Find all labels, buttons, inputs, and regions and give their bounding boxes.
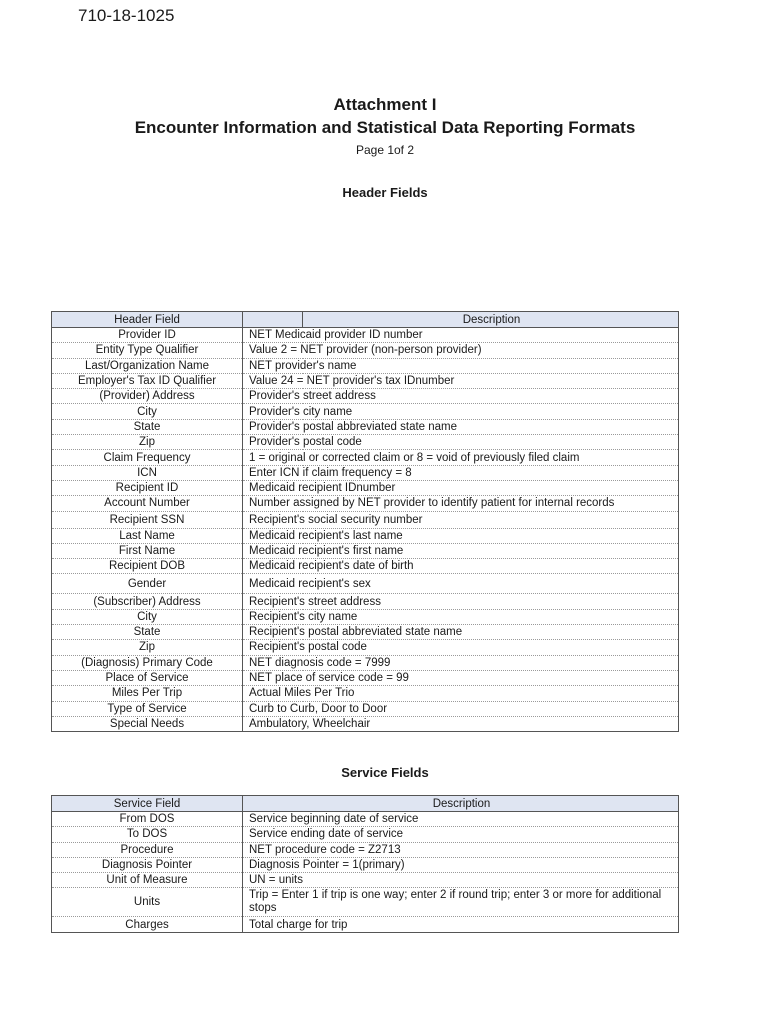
header-field-name: Miles Per Trip (52, 686, 243, 701)
header-field-description: NET Medicaid provider ID number (243, 328, 679, 343)
header-field-description: Number assigned by NET provider to identify patient for internal records (243, 496, 679, 511)
table-row (52, 511, 679, 528)
service-field-description: Service ending date of service (243, 827, 679, 842)
table-row (52, 450, 679, 465)
table-row (52, 480, 679, 495)
header-field-name: Special Needs (52, 716, 243, 731)
service-field-name: Diagnosis Pointer (52, 857, 243, 872)
header-field-description: Medicaid recipient's first name (243, 543, 679, 558)
table-row (52, 328, 679, 343)
table-row (52, 812, 679, 827)
header-field-name: Provider ID (52, 328, 243, 343)
header-field-description: 1 = original or corrected claim or 8 = void of previously filed claim (243, 450, 679, 465)
service-field-name: Units (52, 888, 243, 917)
header-field-description: NET provider's name (243, 358, 679, 373)
header-field-name: Employer's Tax ID Qualifier (52, 373, 243, 388)
attachment-title: Attachment I (333, 95, 437, 114)
header-field-name: Zip (52, 435, 243, 450)
header-field-description: Enter ICN if claim frequency = 8 (243, 465, 679, 480)
table-row (52, 404, 679, 419)
header-fields-table (51, 311, 679, 732)
header-field-name: City (52, 404, 243, 419)
header-field-description: Medicaid recipient IDnumber (243, 480, 679, 495)
table-row (52, 888, 679, 917)
service-field-name: Charges (52, 917, 243, 932)
table-row (52, 389, 679, 404)
header-field-description: Recipient's postal abbreviated state name (243, 625, 679, 640)
header-field-name: Recipient DOB (52, 559, 243, 574)
table-row (52, 343, 679, 358)
header-field-name: Recipient ID (52, 480, 243, 495)
table-row (52, 827, 679, 842)
table-row (52, 543, 679, 558)
service-field-name: To DOS (52, 827, 243, 842)
page-indicator: Page 1of 2 (355, 143, 415, 157)
service-field-description: Diagnosis Pointer = 1(primary) (243, 857, 679, 872)
table-row (52, 574, 679, 594)
table-row (52, 857, 679, 872)
service-field-description: NET procedure code = Z2713 (243, 842, 679, 857)
table-row (52, 528, 679, 543)
header-field-name: Recipient SSN (52, 511, 243, 528)
table-row (52, 842, 679, 857)
table-row (52, 655, 679, 670)
header-field-description: Medicaid recipient's sex (243, 574, 679, 594)
header-field-description: Recipient's street address (243, 594, 679, 609)
table-row (52, 686, 679, 701)
header-field-description: Provider's postal code (243, 435, 679, 450)
service-field-name: Unit of Measure (52, 873, 243, 888)
table-row (52, 716, 679, 731)
service-field-description: Service beginning date of service (243, 812, 679, 827)
table-row (52, 594, 679, 609)
header-fields-title: Header Fields (342, 185, 428, 200)
service-field-name: From DOS (52, 812, 243, 827)
document-number: 710-18-1025 (78, 6, 175, 25)
header-field-name: Claim Frequency (52, 450, 243, 465)
service-field-description: UN = units (243, 873, 679, 888)
table-row (52, 373, 679, 388)
header-field-description: Provider's city name (243, 404, 679, 419)
table-row (52, 465, 679, 480)
table-row (52, 435, 679, 450)
service-field-description: Trip = Enter 1 if trip is one way; enter 2 if round trip; enter 3 or more for additional stops (243, 888, 679, 917)
header-field-name: Type of Service (52, 701, 243, 716)
header-field-description: Curb to Curb, Door to Door (243, 701, 679, 716)
service-fields-table (51, 795, 679, 933)
header-field-name: Gender (52, 574, 243, 594)
table-row (52, 496, 679, 511)
header-field-description: Value 24 = NET provider's tax IDnumber (243, 373, 679, 388)
header-field-column-label: Header Field (52, 312, 243, 328)
service-field-description: Total charge for trip (249, 918, 348, 931)
header-field-name: City (52, 609, 243, 624)
header-field-name: Last/Organization Name (52, 358, 243, 373)
header-field-name: (Diagnosis) Primary Code (52, 655, 243, 670)
document-title: Encounter Information and Statistical Data Reporting Formats (134, 118, 636, 137)
table-row (52, 873, 679, 888)
table-row (52, 609, 679, 624)
header-field-description: Ambulatory, Wheelchair (249, 717, 371, 730)
header-field-name: State (52, 625, 243, 640)
header-field-description: Recipient's city name (243, 609, 679, 624)
header-table-head (52, 312, 679, 328)
header-field-description: Value 2 = NET provider (non-person provider) (243, 343, 679, 358)
header-field-name: Entity Type Qualifier (52, 343, 243, 358)
header-field-description: Provider's street address (243, 389, 679, 404)
header-field-description: Actual Miles Per Trio (243, 686, 679, 701)
header-field-description: NET place of service code = 99 (243, 670, 679, 685)
table-row (52, 670, 679, 685)
header-description-column-label: Description (303, 312, 679, 328)
table-row (52, 625, 679, 640)
header-field-description: Medicaid recipient's date of birth (243, 559, 679, 574)
header-field-name: State (52, 419, 243, 434)
table-row (52, 640, 679, 655)
service-description-column-label: Description (243, 796, 679, 812)
service-field-name: Procedure (52, 842, 243, 857)
header-field-name: (Provider) Address (52, 389, 243, 404)
table-row (52, 701, 679, 716)
header-field-description: NET diagnosis code = 7999 (243, 655, 679, 670)
header-field-name: Zip (52, 640, 243, 655)
table-row (52, 917, 679, 932)
header-field-name: Account Number (52, 496, 243, 511)
header-field-name: Last Name (52, 528, 243, 543)
header-field-name: ICN (52, 465, 243, 480)
header-field-description: Recipient's postal code (243, 640, 679, 655)
table-row (52, 419, 679, 434)
header-field-description: Medicaid recipient's last name (243, 528, 679, 543)
header-field-description: Provider's postal abbreviated state name (243, 419, 679, 434)
table-row (52, 358, 679, 373)
header-field-description: Recipient's social security number (243, 511, 679, 528)
header-empty-cell (243, 312, 303, 328)
service-table-head (52, 796, 679, 812)
table-row (52, 559, 679, 574)
header-field-name: (Subscriber) Address (52, 594, 243, 609)
service-fields-title: Service Fields (341, 765, 429, 780)
header-field-name: First Name (52, 543, 243, 558)
service-field-column-label: Service Field (52, 796, 243, 812)
header-field-name: Place of Service (52, 670, 243, 685)
